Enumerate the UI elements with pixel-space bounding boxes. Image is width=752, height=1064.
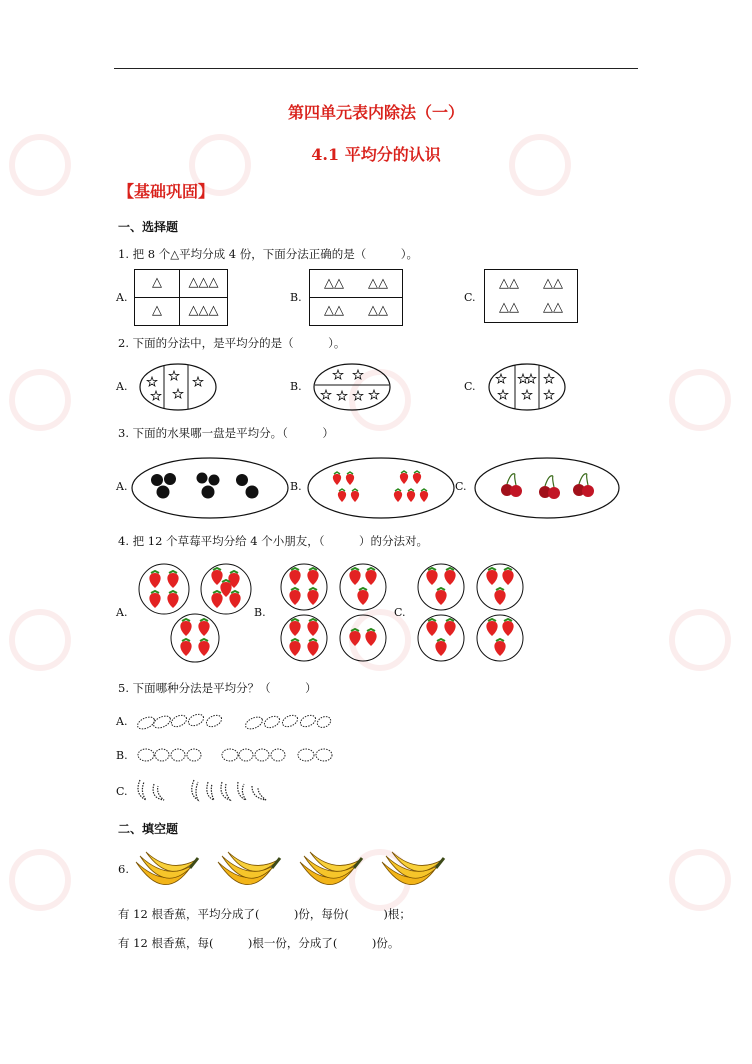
triangle-icon: △△ [368,276,388,291]
q1-option-a-box[interactable] [134,269,228,326]
q4-option-a-label: A. [116,606,128,619]
q3-option-c-label: C. [455,480,467,493]
question-1: 1. 把 8 个△平均分成 4 份，下面分法正确的是（ ）。 [118,247,418,261]
candy-icon [138,749,332,761]
q5-option-c-items[interactable] [132,776,282,806]
triangle-icon: △ [152,303,162,318]
q3-option-c-plate[interactable] [473,456,621,520]
q5-option-b-items[interactable] [134,744,344,766]
triangle-icon: △△ [499,300,519,315]
lesson-title: 4.1 平均分的认识 [311,145,441,164]
q5-option-a-items[interactable] [134,711,334,733]
triangle-icon: △△ [368,303,388,318]
banana-row [134,846,454,896]
question-6: 6. [118,862,129,876]
q3-option-a-plate[interactable] [130,456,290,520]
banana-icon [136,852,444,885]
star-icon [496,374,554,399]
part-choice-heading: 一、选择题 [118,220,179,234]
triangle-icon: △△ [499,276,519,291]
part-fill-heading: 二、填空题 [118,822,179,836]
q2-option-c-label: C. [464,380,476,393]
strawberry-icon [426,568,513,656]
q1-option-c-box[interactable] [484,269,578,323]
q4-option-c-group[interactable] [416,562,526,662]
q3-option-b-plate[interactable] [306,456,456,520]
cherry-icon [501,474,594,499]
q2-option-a-oval[interactable] [138,362,218,412]
q5-option-b-label: B. [116,749,128,762]
black-dot-icon [151,473,259,499]
q5-option-a-label: A. [116,715,128,728]
triangle-icon: △△ [543,300,563,315]
triangle-icon: △△ [324,303,344,318]
q5-option-c-label: C. [116,785,128,798]
fill-line-1: 有 12 根香蕉，平均分成了( )份，每份( )根； [118,907,411,921]
question-4: 4. 把 12 个草莓平均分给 4 个小朋友，（ ）的分法对。 [118,534,428,548]
unit-title: 第四单元表内除法（一） [287,103,464,122]
triangle-icon: △△△ [188,275,219,290]
q1-option-a-label: A. [116,291,128,304]
q3-option-b-label: B. [290,480,302,493]
q1-option-b-label: B. [290,291,302,304]
q2-option-b-oval[interactable] [312,362,392,412]
triangle-icon: △△△ [188,303,219,318]
q1-option-b-box[interactable] [309,269,403,326]
triangle-icon: △△ [543,276,563,291]
q4-option-a-group[interactable] [138,562,258,662]
q4-option-c-label: C. [394,606,406,619]
question-3: 3. 下面的水果哪一盘是平均分。（ ） [118,426,334,440]
strawberry-icon [289,568,376,656]
triangle-icon: △△ [324,276,344,291]
header-rule [114,68,638,69]
question-2: 2. 下面的分法中，是平均分的是（ ）。 [118,336,346,350]
star-icon [147,371,203,400]
fish-icon [136,712,333,731]
triangle-icon: △ [152,275,162,290]
q1-option-c-label: C. [464,291,476,304]
strawberry-icon [149,568,240,656]
question-5: 5. 下面哪种分法是平均分？（ ） [118,681,317,695]
q2-option-c-oval[interactable] [487,362,567,412]
section-heading: 【基础巩固】 [118,182,215,201]
q4-option-b-group[interactable] [279,562,389,662]
strawberry-icon [333,471,428,502]
q2-option-a-label: A. [116,380,128,393]
q4-option-b-label: B. [254,606,266,619]
q2-option-b-label: B. [290,380,302,393]
crescent-icon [138,780,266,800]
q3-option-a-label: A. [116,480,128,493]
fill-line-2: 有 12 根香蕉，每( )根一份，分成了( )份。 [118,936,400,950]
